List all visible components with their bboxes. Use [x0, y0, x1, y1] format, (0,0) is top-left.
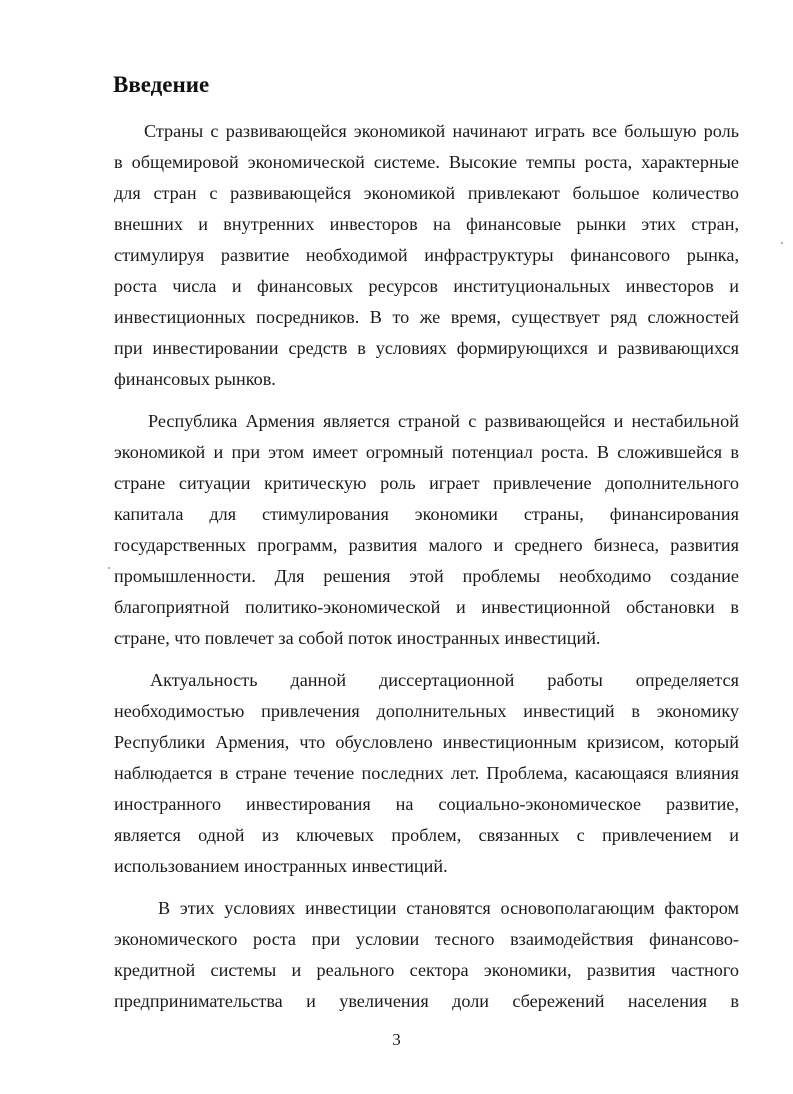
text-line: стране, что повлечет за собой поток иностранных инвестиций. [114, 628, 601, 648]
text-line: благоприятной политико-экономической и инвестиционной обстановки в [114, 597, 739, 617]
text-line: капитала для стимулирования экономики страны, финансирования [114, 504, 739, 524]
text-line: экономического роста при условии тесного взаимодействия финансово- [114, 929, 739, 949]
text-line: В этих условиях инвестиции становятся основополагающим фактором [158, 898, 739, 918]
text-line: Республики Армения, что обусловлено инвестиционным кризисом, который [114, 732, 739, 752]
text-line: Страны с развивающейся экономикой начинают играть все большую роль [144, 121, 739, 141]
scan-speck [108, 567, 110, 569]
text-line: для стран с развивающейся экономикой привлекают большое количество [114, 183, 739, 203]
text-line: стимулируя развитие необходимой инфраструктуры финансового рынка, [114, 245, 739, 265]
text-line: государственных программ, развития малого и среднего бизнеса, развития [114, 535, 739, 555]
text-line: роста числа и финансовых ресурсов институциональных инвесторов и [114, 276, 739, 296]
text-line: внешних и внутренних инвесторов на финансовые рынки этих стран, [114, 214, 739, 234]
text-line: экономикой и при этом имеет огромный потенциал роста. В сложившейся в [114, 442, 739, 462]
text-line: предпринимательства и увеличения доли сбережений населения в [114, 991, 739, 1011]
text-line: инвестиционных посредников. В то же время, существует ряд сложностей [114, 307, 739, 327]
text-line: в общемировой экономической системе. Высокие темпы роста, характерные [114, 152, 739, 172]
text-line: промышленности. Для решения этой проблемы необходимо создание [114, 566, 739, 586]
text-line: при инвестировании средств в условиях формирующихся и развивающихся [114, 338, 739, 358]
page-number: 3 [392, 1030, 401, 1049]
text-line: необходимостью привлечения дополнительных инвестиций в экономику [114, 701, 739, 721]
scan-speck [781, 242, 783, 244]
text-line: Республика Армения является страной с развивающейся и нестабильной [148, 411, 739, 431]
text-line: является одной из ключевых проблем, связанных с привлечением и [114, 825, 739, 845]
paragraph-2 [114, 406, 739, 654]
text-line: иностранного инвестирования на социально-экономическое развитие, [114, 794, 739, 814]
text-line: Актуальность данной диссертационной работы определяется [150, 670, 739, 690]
text-line: финансовых рынков. [114, 369, 276, 389]
paragraph-3 [114, 665, 739, 882]
text-line: наблюдается в стране течение последних лет. Проблема, касающаяся влияния [114, 763, 739, 783]
paragraph-4 [114, 893, 739, 1017]
page-title: Введение [113, 72, 210, 97]
text-line: использованием иностранных инвестиций. [114, 856, 448, 876]
text-line: стране ситуации критическую роль играет привлечение дополнительного [114, 473, 739, 493]
paragraph-1 [114, 116, 739, 395]
text-line: кредитной системы и реального сектора экономики, развития частного [114, 960, 739, 980]
